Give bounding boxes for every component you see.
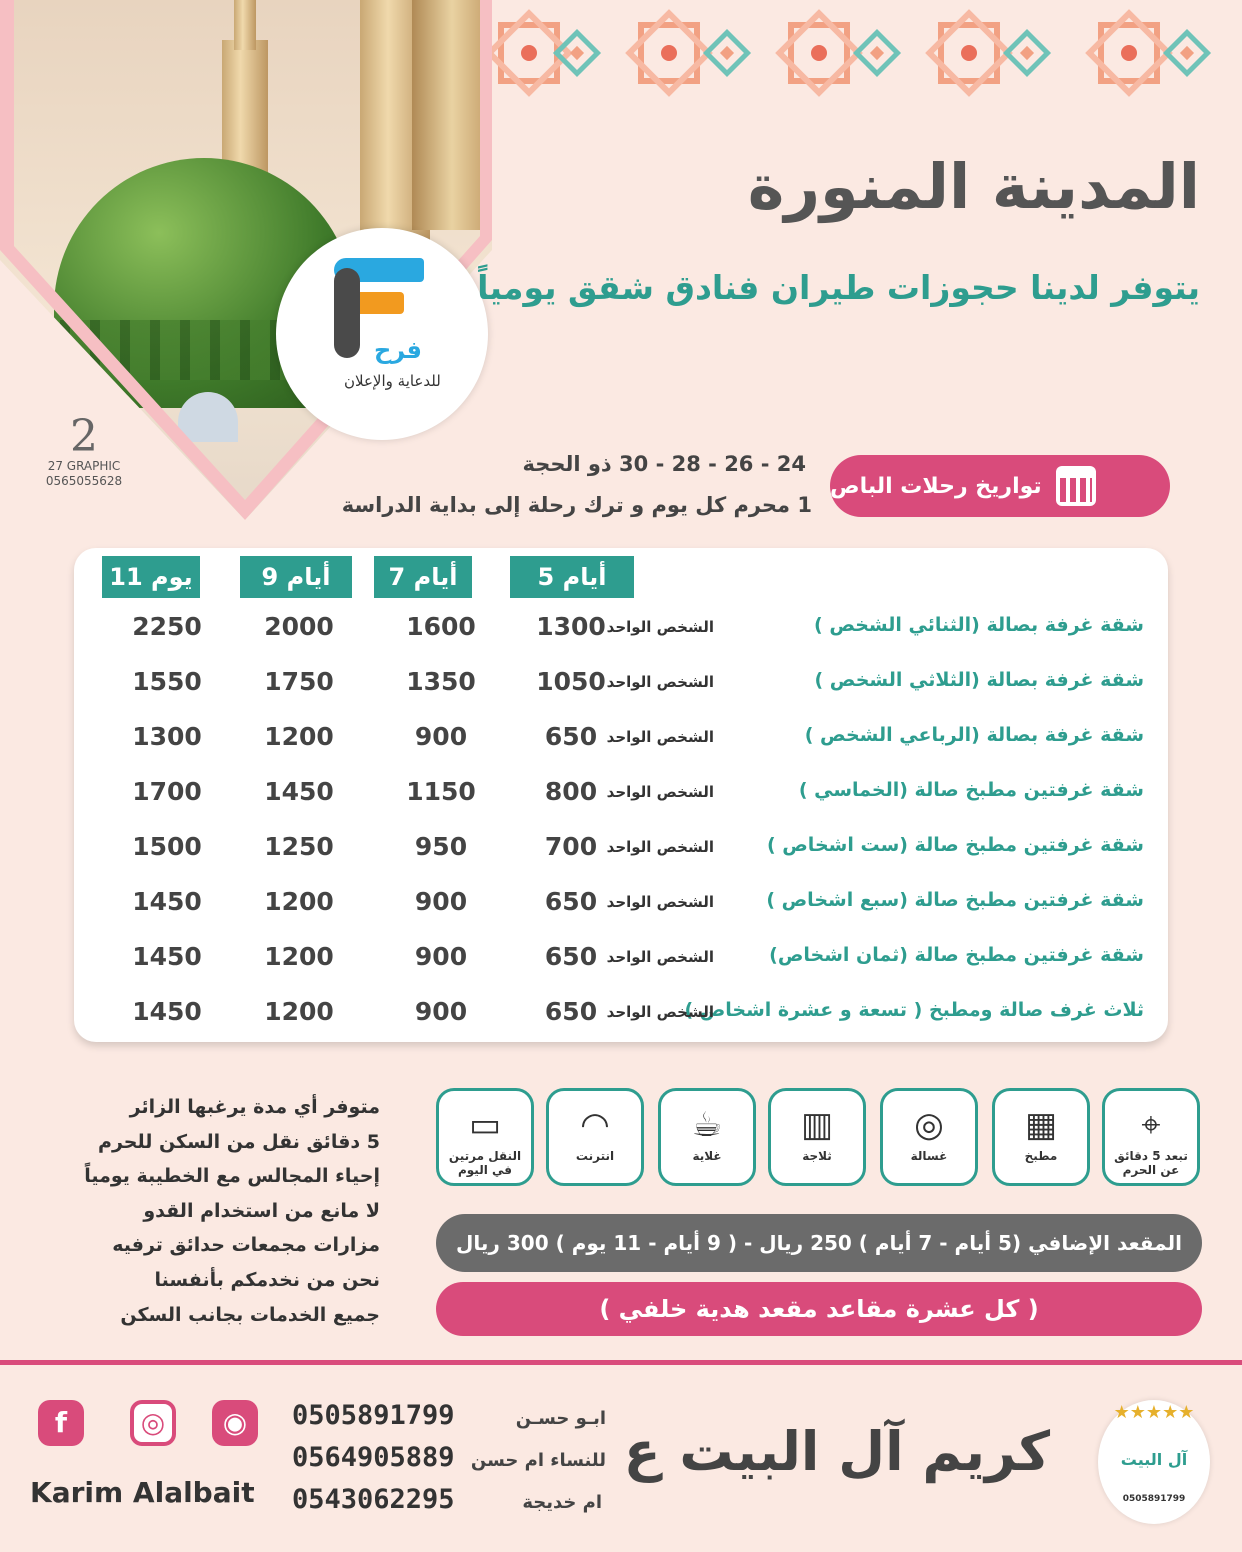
price-cell: 1550 [132,667,202,696]
kettle-icon: ☕ [691,1105,723,1145]
table-row [74,610,1168,650]
location-pin-icon: ⌖ [1141,1105,1161,1145]
pattern-star [630,14,708,92]
designer-name: 27 GRAPHIC [47,459,121,473]
price-cell: 650 [544,722,598,751]
row-label: ثلاث غرف صالة ومطبخ ( تسعة و عشرة اشخاص ) [684,999,1144,1021]
per-person-label: الشخص الواحد [606,1003,714,1021]
feature-item: لا مانع من استخدام القدو [143,1199,380,1222]
badge-name: آل البيت [1120,1450,1188,1469]
pattern-star [930,14,1008,92]
row-label: شقة غرفتين مطبخ صالة (الخماسي ) [798,779,1144,801]
badge-phone: 0505891799 [1122,1494,1186,1504]
contact-phone[interactable]: 0543062295 [292,1484,455,1515]
stars-icon: ★★★★★ [1113,1402,1195,1423]
price-cell: 900 [414,887,468,916]
amenity-card [1102,1088,1200,1186]
amenity-card [880,1088,978,1186]
amenity-card [546,1088,644,1186]
pattern-diamond [1003,29,1051,77]
price-cell: 1050 [536,667,606,696]
bus-icon: ▭ [468,1105,502,1145]
table-row [74,940,1168,980]
decorative-pattern [480,0,1242,118]
price-cell: 900 [414,942,468,971]
bus-dates-line1: 24 - 26 - 28 - 30 ذو الحجة [522,452,806,476]
pattern-diamond [853,29,901,77]
price-cell: 650 [544,997,598,1026]
price-cell: 950 [414,832,468,861]
table-row [74,830,1168,870]
price-cell: 1250 [264,832,334,861]
feature-item: إحياء المجالس مع الخطيبة يومياً [84,1165,380,1188]
price-cell: 1350 [406,667,476,696]
price-cell: 900 [414,722,468,751]
row-label: شقة غرفة بصالة (الثلاثي الشخص ) [814,669,1144,691]
column-header: 7 أيام [374,556,472,598]
amenity-label: غلاية [692,1149,722,1163]
feature-item: نحن من نخدمكم بأنفسنا [154,1268,380,1291]
brand-badge [1098,1400,1210,1524]
price-cell: 900 [414,997,468,1026]
features-list [40,1090,380,1332]
washing-machine-icon: ◎ [914,1105,944,1145]
row-label: شقة غرفة بصالة (الثنائي الشخص ) [814,614,1144,636]
row-label: شقة غرفة بصالة (الرباعي الشخص ) [804,724,1144,746]
facebook-icon[interactable]: f [38,1400,84,1446]
price-cell: 1150 [406,777,476,806]
price-cell: 1450 [132,887,202,916]
amenity-label: مطبخ [1024,1149,1058,1163]
feature-item: مزارات مجمعات حدائق ترفيه [112,1234,380,1257]
bus-dates-line2: 1 محرم كل يوم و ترك رحلة إلى بداية الدراسة [341,493,812,517]
amenity-card [992,1088,1090,1186]
divider [0,1360,1242,1365]
per-person-label: الشخص الواحد [606,728,714,746]
page-subtitle: يتوفر لدينا حجوزات طيران فنادق شقق يومياً [477,268,1200,307]
table-row [74,995,1168,1035]
price-cell: 1200 [264,722,334,751]
pattern-star [780,14,858,92]
per-person-label: الشخص الواحد [606,673,714,691]
price-cell: 1700 [132,777,202,806]
per-person-label: الشخص الواحد [606,948,714,966]
farah-logo [276,228,488,440]
contact-name: ام خديجة [522,1492,602,1513]
price-cell: 1200 [264,942,334,971]
bus-trips-badge [830,455,1170,517]
pattern-star [1090,14,1168,92]
designer-credit [34,411,134,489]
pattern-diamond [1163,29,1211,77]
calendar-icon [1056,466,1096,506]
table-row [74,775,1168,815]
per-person-label: الشخص الواحد [606,618,714,636]
price-cell: 700 [544,832,598,861]
price-cell: 2000 [264,612,334,641]
row-label: شقة غرفتين مطبخ صالة (ست اشخاص ) [766,834,1144,856]
amenity-card [658,1088,756,1186]
table-row [74,885,1168,925]
gift-banner: ( كل عشرة مقاعد مقعد هدية خلفي ) [436,1282,1202,1336]
price-cell: 650 [544,887,598,916]
amenity-label: انترنت [575,1149,615,1163]
column-header: 11 يوم [102,556,200,598]
fridge-icon: ▥ [800,1105,834,1145]
price-cell: 1450 [264,777,334,806]
per-person-label: الشخص الواحد [606,893,714,911]
wifi-icon: ◠ [580,1105,610,1145]
price-cell: 1600 [406,612,476,641]
price-cell: 1450 [132,997,202,1026]
per-person-label: الشخص الواحد [606,783,714,801]
contact-phone[interactable]: 0505891799 [292,1400,455,1431]
instagram-icon[interactable]: ◎ [130,1400,176,1446]
price-cell: 1300 [536,612,606,641]
amenity-card [436,1088,534,1186]
table-row [74,720,1168,760]
amenity-label: غسالة [910,1149,948,1163]
row-label: شقة غرفتين مطبخ صالة (ثمان اشخاص) [769,944,1144,966]
amenity-card [768,1088,866,1186]
price-cell: 1500 [132,832,202,861]
bus-trips-label: تواريخ رحلات الباص [830,473,1042,499]
feature-item: 5 دقائق نقل من السكن للحرم [98,1130,380,1153]
per-person-label: الشخص الواحد [606,838,714,856]
price-cell: 1300 [132,722,202,751]
kitchen-icon: ▦ [1024,1105,1058,1145]
pattern-diamond [703,29,751,77]
price-cell: 1450 [132,942,202,971]
page-title: المدينة المنورة [747,150,1200,223]
table-row [74,665,1168,705]
amenity-label: ثلاجة [802,1149,832,1163]
pricing-table [74,548,1168,1042]
logo-tagline: للدعاية والإعلان [344,372,441,390]
price-cell: 1200 [264,887,334,916]
logo-name: فرح [374,336,422,364]
contact-name: للنساء ام حسن [470,1450,606,1471]
contact-phone[interactable]: 0564905889 [292,1442,455,1473]
brand-name: كريم آل البيت ع [623,1420,1050,1483]
row-label: شقة غرفتين مطبخ صالة (سبع اشخاص ) [766,889,1144,911]
column-header: 5 أيام [510,556,634,598]
feature-item: متوفر أي مدة يرغبها الزائر [129,1096,380,1118]
price-cell: 1750 [264,667,334,696]
amenity-label: تبعد 5 دقائق عن الحرم [1114,1149,1188,1177]
designer-phone: 0565055628 [45,474,123,488]
price-cell: 2250 [132,612,202,641]
price-cell: 1200 [264,997,334,1026]
designer-mark: 2 [70,411,98,462]
price-cell: 800 [544,777,598,806]
extra-seat-banner: المقعد الإضافي (5 أيام - 7 أيام ) 250 ريال - ( 9 أيام - 11 يوم ) 300 ريال [436,1214,1202,1272]
contact-name: ابـو حسـن [515,1408,606,1429]
column-header: 9 أيام [240,556,352,598]
price-cell: 650 [544,942,598,971]
social-handle: Karim Alalbait [30,1476,255,1509]
snapchat-icon[interactable]: ◉ [212,1400,258,1446]
amenity-label: النقل مرتين في اليوم [448,1149,522,1177]
feature-item: جميع الخدمات بجانب السكن [120,1303,380,1326]
